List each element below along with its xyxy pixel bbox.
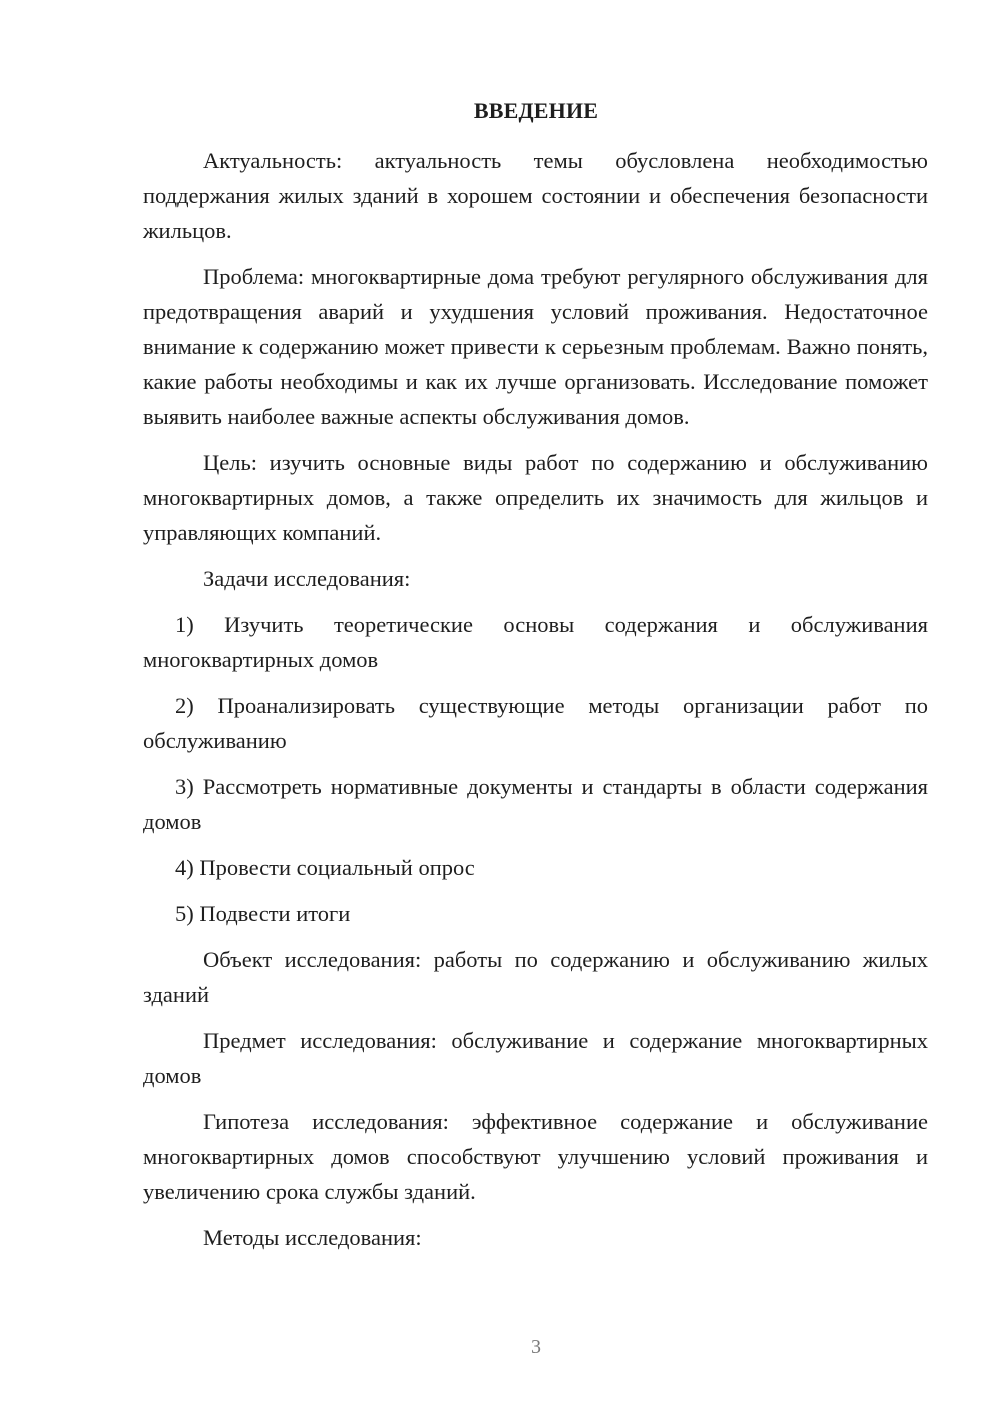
tasks-heading: Задачи исследования: [203,566,411,591]
section-title: ВВЕДЕНИЕ [473,98,599,123]
goal-paragraph: Цель: изучить основные виды работ по содержанию и обслуживанию многоквартирных домов, а также определить их значимость для жильцов и управляющих компаний. [143,450,928,545]
page-number: 3 [531,1336,541,1358]
subject-paragraph: Предмет исследования: обслуживание и содержание многоквартирных домов [143,1028,928,1088]
hypothesis-paragraph: Гипотеза исследования: эффективное содержание и обслуживание многоквартирных домов способствуют улучшению условий проживания и увеличению срока службы зданий. [143,1109,928,1204]
task-item-4: 4) Провести социальный опрос [175,855,475,880]
relevance-paragraph: Актуальность: актуальность темы обусловлена необходимостью поддержания жилых зданий в хорошем состоянии и обеспечения безопасности жильцов. [143,148,928,243]
document-body [143,143,928,1266]
task-item-1: 1) Изучить теоретические основы содержания и обслуживания многоквартирных домов [143,612,928,672]
task-item-3: 3) Рассмотреть нормативные документы и стандарты в области содержания домов [143,774,928,834]
problem-paragraph: Проблема: многоквартирные дома требуют регулярного обслуживания для предотвращения аварий и ухудшения условий проживания. Недостаточное внимание к содержанию может привести к серьезным проблемам. Важно понять, какие работы необходимы и как их лучше организовать. Исследование поможет выявить наиболее важные аспекты обслуживания домов. [143,264,928,429]
task-item-2: 2) Проанализировать существующие методы организации работ по обслуживанию [143,693,928,753]
task-item-5: 5) Подвести итоги [175,901,351,926]
object-paragraph: Объект исследования: работы по содержанию и обслуживанию жилых зданий [143,947,928,1007]
methods-heading: Методы исследования: [203,1225,422,1250]
